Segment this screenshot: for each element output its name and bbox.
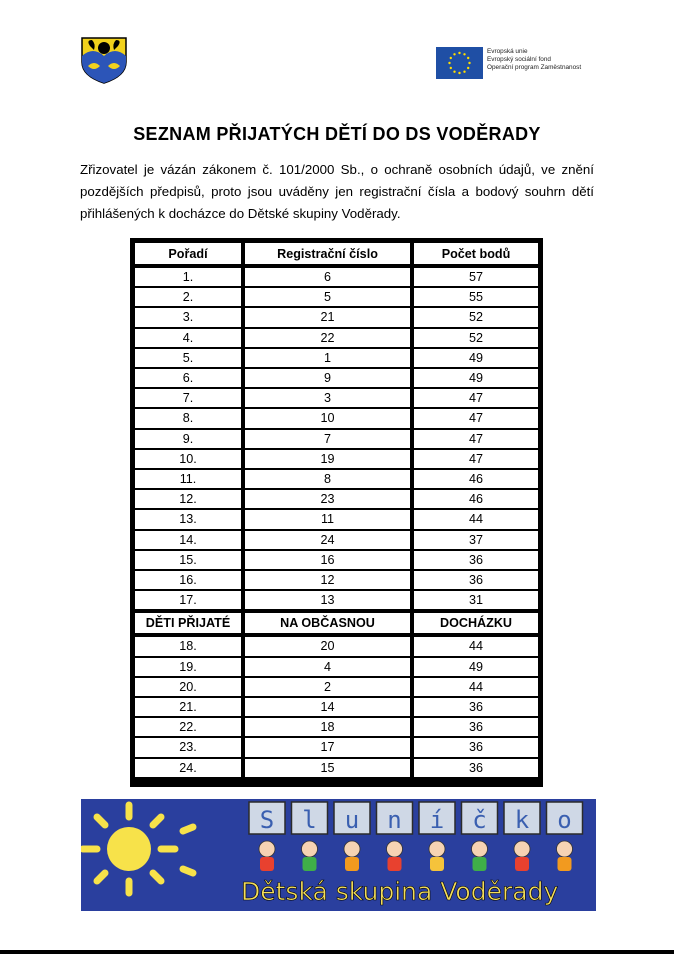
letter-tile-text: k [514,806,530,834]
table-cell: 19 [245,450,410,468]
eu-line: Operační program Zaměstnanost [487,64,582,72]
table-cell: 19. [135,658,241,676]
letter-tile-text: l [302,806,317,834]
table-cell: 46 [414,490,538,508]
results-table [130,238,543,787]
table-cell: 36 [414,551,538,569]
table-cell: 1. [135,268,241,286]
table-cell: 20 [245,637,410,655]
table-header-cell: Registrační číslo [245,243,410,264]
table-cell: 44 [414,678,538,696]
table-header-cell: DOCHÁZKU [414,613,538,633]
table-header-cell: Počet bodů [414,243,538,264]
table-cell: 6. [135,369,241,387]
table-cell: 24. [135,759,241,777]
table-cell: 46 [414,470,538,488]
table-cell: 4. [135,329,241,347]
table-cell: 18. [135,637,241,655]
table-cell: 14. [135,531,241,549]
table-cell: 31 [414,591,538,609]
table-cell: 22 [245,329,410,347]
table-cell: 22. [135,718,241,736]
table-cell: 21 [245,308,410,326]
table-cell: 11. [135,470,241,488]
table-cell: 3 [245,389,410,407]
table-cell: 6 [245,268,410,286]
table-cell: 5 [245,288,410,306]
table-cell: 57 [414,268,538,286]
table-cell: 15 [245,759,410,777]
table-cell: 4 [245,658,410,676]
table-cell: 55 [414,288,538,306]
table-cell: 36 [414,698,538,716]
table-cell: 47 [414,409,538,427]
bottom-rule [0,950,674,954]
table-cell: 20. [135,678,241,696]
table-cell: 1 [245,349,410,367]
table-cell: 8. [135,409,241,427]
letter-tile-text: n [387,806,402,834]
table-cell: 23 [245,490,410,508]
table-cell: 5. [135,349,241,367]
letter-tile-text: o [557,806,572,834]
table-cell: 13 [245,591,410,609]
table-cell: 52 [414,308,538,326]
table-cell: 24 [245,531,410,549]
table-cell: 47 [414,450,538,468]
page-title: SEZNAM PŘIJATÝCH DĚTÍ DO DS VODĚRADY [133,124,541,144]
eu-line: Evropský sociální fond [487,56,551,64]
table-cell: 15. [135,551,241,569]
table-cell: 2. [135,288,241,306]
eu-text [487,48,581,73]
eu-flag-icon [436,47,483,79]
table-cell: 14 [245,698,410,716]
table-cell: 21. [135,698,241,716]
table-cell: 13. [135,510,241,528]
table-cell: 7 [245,430,410,448]
table-header-cell: DĚTI PŘIJATÉ [135,613,241,633]
table-cell: 37 [414,531,538,549]
table-cell: 17 [245,738,410,756]
table-cell: 52 [414,329,538,347]
letter-tile-text: č [472,806,487,834]
table-cell: 9. [135,430,241,448]
intro-paragraph: Zřizovatel je vázán zákonem č. 101/2000 Sb., o ochraně osobních údajů, ve znění pozdějších předpisů, proto jsou uváděny jen registrační čísla a bodový souhrn dětí přihlášených k docházce do Dětské skupiny Voděrady. [80,162,594,221]
table-cell: 36 [414,571,538,589]
table-header-cell: Pořadí [135,243,241,264]
table-cell: 2 [245,678,410,696]
table-cell: 17. [135,591,241,609]
table-cell: 12. [135,490,241,508]
table-cell: 23. [135,738,241,756]
table-cell: 7. [135,389,241,407]
table-cell: 49 [414,369,538,387]
table-cell: 18 [245,718,410,736]
banner-subtitle: Dětská skupina Voděrady [241,877,559,906]
table-cell: 44 [414,510,538,528]
table-cell: 16. [135,571,241,589]
table-cell: 44 [414,637,538,655]
table-cell: 36 [414,738,538,756]
letter-tile-text: í [429,806,445,834]
eu-line: Evropská unie [487,48,528,55]
slunicko-banner [81,799,596,911]
table-cell: 16 [245,551,410,569]
letter-tile-text: u [344,806,360,834]
eu-logo [436,47,596,81]
table-cell: 36 [414,759,538,777]
table-cell: 36 [414,718,538,736]
table-cell: 49 [414,658,538,676]
table-cell: 9 [245,369,410,387]
table-header-cell: NA OBČASNOU [245,613,410,633]
table-cell: 10 [245,409,410,427]
table-cell: 47 [414,389,538,407]
coat-of-arms-icon [80,36,128,84]
table-cell: 11 [245,510,410,528]
table-cell: 3. [135,308,241,326]
letter-tile-text: S [259,806,275,834]
table-cell: 8 [245,470,410,488]
table-cell: 10. [135,450,241,468]
table-cell: 12 [245,571,410,589]
table-cell: 47 [414,430,538,448]
table-cell: 49 [414,349,538,367]
